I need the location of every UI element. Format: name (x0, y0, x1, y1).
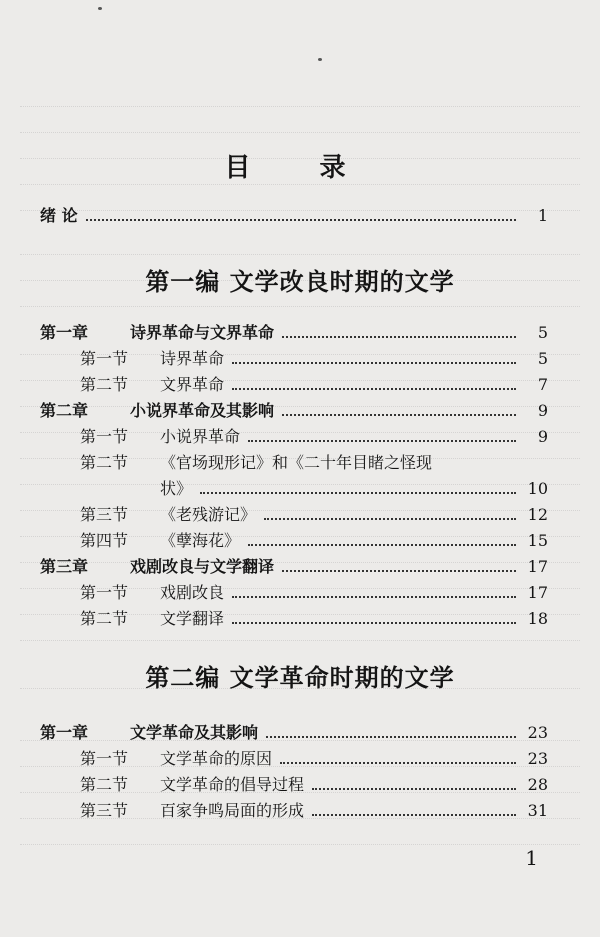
toc-page-number: 9 (537, 427, 548, 446)
toc-chapter[interactable] (40, 551, 548, 577)
toc-section[interactable] (80, 525, 548, 551)
dot-leader (266, 735, 516, 738)
chapter-title: 文学革命及其影响 (130, 723, 259, 742)
dot-leader (282, 569, 516, 572)
toc-page-number: 23 (527, 723, 548, 742)
dot-leader (248, 439, 516, 442)
dot-leader (232, 621, 516, 624)
dot-leader (86, 218, 516, 221)
chapter-number: 第二章 (40, 401, 89, 420)
toc-section-continued[interactable] (160, 473, 548, 499)
ink-speck (98, 7, 102, 10)
toc-page-number: 12 (527, 505, 548, 524)
section-title: 小说界革命 (160, 427, 241, 446)
section-title: 诗界革命 (160, 349, 225, 368)
dot-leader (200, 491, 516, 494)
toc-page-number: 18 (527, 609, 548, 628)
section-number: 第二节 (80, 453, 129, 472)
toc-entry-label: 绪 论 (40, 206, 78, 225)
toc-entry-intro[interactable] (40, 200, 548, 226)
part-heading-1: 第一编 文学改良时期的文学 (145, 268, 455, 296)
chapter-number: 第三章 (40, 557, 89, 576)
toc-page-number: 31 (527, 801, 548, 820)
section-number: 第二节 (80, 375, 129, 394)
toc-page-number: 23 (527, 749, 548, 768)
toc-page-number: 1 (537, 206, 548, 225)
toc-section[interactable] (80, 343, 548, 369)
toc-page-number: 15 (527, 531, 548, 550)
toc-page-number: 28 (527, 775, 548, 794)
toc-section[interactable] (80, 795, 548, 821)
toc-chapter[interactable] (40, 395, 548, 421)
section-number: 第二节 (80, 775, 129, 794)
dot-leader (232, 361, 516, 364)
chapter-title: 小说界革命及其影响 (130, 401, 275, 420)
dot-leader (312, 813, 516, 816)
section-title: 文学革命的原因 (160, 749, 273, 768)
section-number: 第一节 (80, 749, 129, 768)
toc-page-number: 5 (537, 349, 548, 368)
chapter-number: 第一章 (40, 323, 89, 342)
chapter-title: 戏剧改良与文学翻译 (130, 557, 275, 576)
section-title: 文学翻译 (160, 609, 225, 628)
section-number: 第三节 (80, 505, 129, 524)
dot-leader (264, 517, 516, 520)
section-title: 《老残游记》 (160, 505, 257, 524)
section-title: 《孽海花》 (160, 531, 241, 550)
toc-page-number: 5 (537, 323, 548, 342)
toc-section[interactable] (80, 743, 548, 769)
section-title: 文学革命的倡导过程 (160, 775, 305, 794)
toc-section[interactable] (80, 577, 548, 603)
section-number: 第一节 (80, 427, 129, 446)
toc-chapter[interactable] (40, 317, 548, 343)
chapter-title: 诗界革命与文界革命 (130, 323, 275, 342)
section-title: 《官场现形记》和《二十年目睹之怪现 (160, 453, 433, 472)
toc-page-number: 9 (537, 401, 548, 420)
section-number: 第一节 (80, 583, 129, 602)
toc-section[interactable] (80, 603, 548, 629)
dot-leader (282, 413, 516, 416)
dot-leader (248, 543, 516, 546)
dot-leader (280, 761, 516, 764)
toc-page-number: 17 (527, 583, 548, 602)
part-heading-2: 第二编 文学革命时期的文学 (145, 664, 455, 692)
toc-section[interactable] (80, 499, 548, 525)
toc-section[interactable] (80, 769, 548, 795)
ink-speck (318, 58, 322, 61)
section-number: 第一节 (80, 349, 129, 368)
toc-page-number: 17 (527, 557, 548, 576)
toc-page-number: 7 (537, 375, 548, 394)
dot-leader (232, 595, 516, 598)
section-title: 戏剧改良 (160, 583, 225, 602)
section-title: 文界革命 (160, 375, 225, 394)
section-number: 第四节 (80, 531, 129, 550)
page-number: 1 (525, 846, 538, 870)
section-title: 百家争鸣局面的形成 (160, 801, 305, 820)
toc-section[interactable] (80, 421, 548, 447)
section-number: 第二节 (80, 609, 129, 628)
chapter-number: 第一章 (40, 723, 89, 742)
dot-leader (282, 335, 516, 338)
toc-section[interactable] (80, 447, 548, 473)
toc-section[interactable] (80, 369, 548, 395)
toc-page-number: 10 (527, 479, 548, 498)
section-number: 第三节 (80, 801, 129, 820)
dot-leader (232, 387, 516, 390)
section-title: 状》 (160, 479, 193, 498)
dot-leader (312, 787, 516, 790)
toc-chapter[interactable] (40, 717, 548, 743)
toc-title: 目 录 (224, 153, 376, 183)
